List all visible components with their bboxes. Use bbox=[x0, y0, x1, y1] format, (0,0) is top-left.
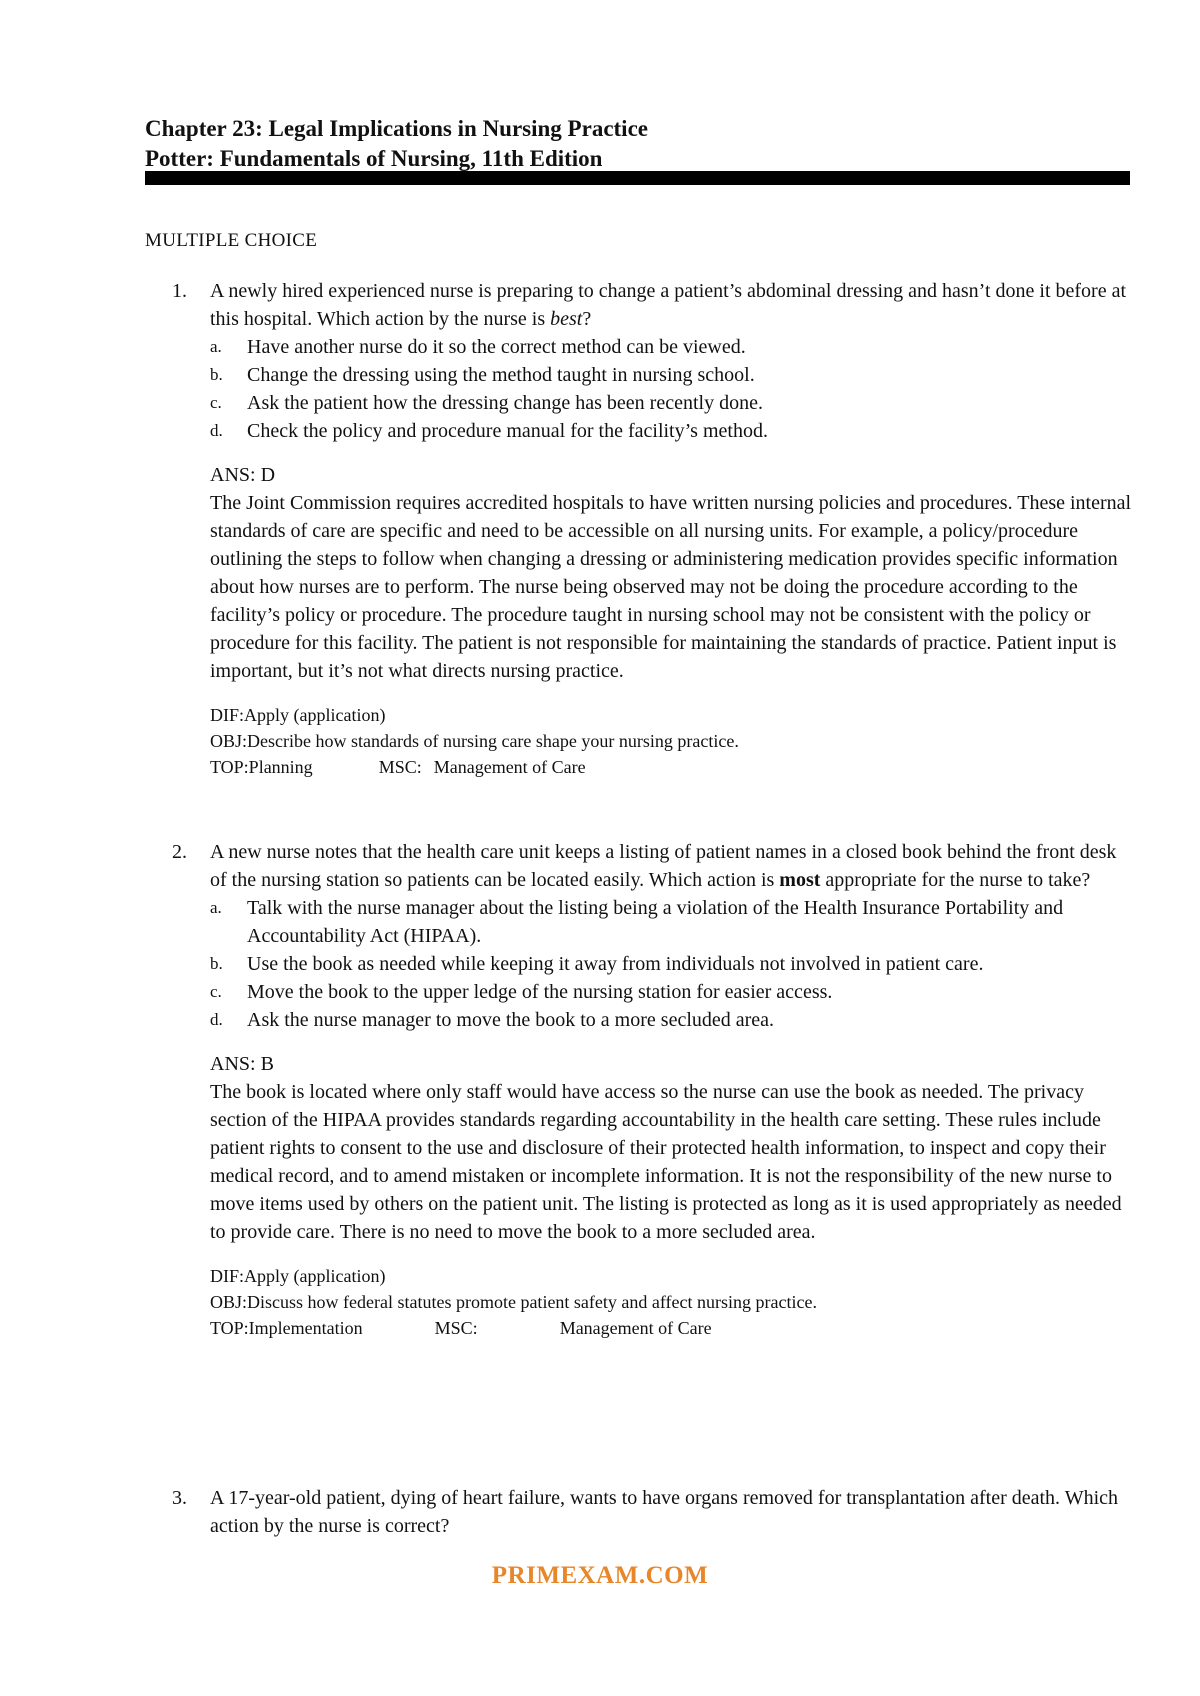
option-letter: c. bbox=[210, 393, 222, 412]
msc-label: MSC: bbox=[434, 1318, 478, 1338]
msc-label: MSC: bbox=[378, 757, 422, 777]
question-stem: A 17-year-old patient, dying of heart failure, wants to have organs removed for transplantation after death. Which action by the nurse is correct? bbox=[210, 1487, 1118, 1537]
option-text: Ask the patient how the dressing change has been recently done. bbox=[247, 392, 763, 414]
option-text: Talk with the nurse manager about the listing being a violation of the Health Insurance Portability and Accountability Act (HIPAA). bbox=[247, 897, 1064, 947]
rationale: The Joint Commission requires accredited hospitals to have written nursing policies and procedures. These internal standards of care are specific and need to be accessible on all nursing units. For example, a policy/procedure outlining the steps to follow when changing a dressing or administering medication provides specific information about how nurses are to perform. The nurse being observed may not be doing the procedure according to the facility’s policy or procedure. The procedure taught in nursing school may not be consistent with the policy or procedure for this facility. The patient is not responsible for maintaining the standards of practice. Patient input is important, but it’s not what directs nursing practice. bbox=[210, 492, 1132, 682]
stem-emphasis: best bbox=[550, 308, 583, 330]
header-rule bbox=[145, 171, 1130, 185]
option-letter: a. bbox=[210, 898, 222, 917]
difficulty: DIF:Apply (application) bbox=[210, 1266, 386, 1286]
answer-block bbox=[210, 461, 1135, 685]
option-a bbox=[210, 894, 1135, 950]
question-3 bbox=[145, 1484, 1135, 1540]
option-text: Ask the nurse manager to move the book to a more secluded area. bbox=[247, 1009, 775, 1031]
option-text: Use the book as needed while keeping it away from individuals not involved in patient care. bbox=[247, 953, 984, 975]
header bbox=[145, 114, 648, 174]
book-title: Potter: Fundamentals of Nursing, 11th Edition bbox=[145, 146, 603, 171]
option-text: Have another nurse do it so the correct method can be viewed. bbox=[247, 336, 746, 358]
msc-value: Management of Care bbox=[433, 757, 586, 777]
option-d bbox=[210, 1006, 1135, 1034]
option-letter: d. bbox=[210, 1010, 223, 1029]
question-stem: A new nurse notes that the health care unit keeps a listing of patient names in a closed book behind the front desk of the nursing station so patients can be located easily. Which action is most appropriate for the nurse to take? bbox=[210, 841, 1117, 891]
answer-key: ANS: D bbox=[210, 464, 276, 486]
answer-block bbox=[210, 1050, 1135, 1246]
section-title: MULTIPLE CHOICE bbox=[145, 230, 318, 251]
option-c bbox=[210, 978, 1135, 1006]
option-text: Move the book to the upper ledge of the nursing station for easier access. bbox=[247, 981, 833, 1003]
msc-value: Management of Care bbox=[559, 1318, 712, 1338]
rationale: The book is located where only staff would have access so the nurse can use the book as needed. The privacy section of the HIPAA provides standards regarding accountability in the health care setting. These rules include patient rights to consent to the use and disclosure of their protected health information, to inspect and copy their medical record, and to amend mistaken or incomplete information. It is not the responsibility of the new nurse to move items used by others on the patient unit. The listing is protected as long as it is used appropriately as needed to provide care. There is no need to move the book to a more secluded area. bbox=[210, 1081, 1122, 1243]
question-metadata bbox=[210, 1263, 1135, 1341]
topic: TOP:Planning bbox=[210, 757, 313, 777]
objective: OBJ:Describe how standards of nursing care shape your nursing practice. bbox=[210, 731, 739, 751]
option-d bbox=[210, 417, 1135, 445]
topic-msc-line bbox=[210, 1315, 1135, 1341]
option-c bbox=[210, 389, 1135, 417]
topic: TOP:Implementation bbox=[210, 1318, 363, 1338]
option-letter: b. bbox=[210, 365, 223, 384]
option-b bbox=[210, 361, 1135, 389]
topic-msc-line bbox=[210, 754, 1135, 780]
option-text: Check the policy and procedure manual for the facility’s method. bbox=[247, 420, 768, 442]
question-number: 2. bbox=[172, 841, 187, 863]
stem-emphasis: most bbox=[779, 869, 821, 891]
watermark: PRIMEXAM.COM bbox=[491, 1562, 709, 1589]
option-letter: b. bbox=[210, 954, 223, 973]
option-a bbox=[210, 333, 1135, 361]
option-letter: c. bbox=[210, 982, 222, 1001]
chapter-title: Chapter 23: Legal Implications in Nursing Practice bbox=[145, 116, 648, 141]
question-number: 3. bbox=[172, 1487, 187, 1509]
question-2 bbox=[145, 838, 1135, 1341]
question-stem: A newly hired experienced nurse is preparing to change a patient’s abdominal dressing and hasn’t done it before at this hospital. Which action by the nurse is best? bbox=[210, 280, 1127, 330]
option-text: Change the dressing using the method taught in nursing school. bbox=[247, 364, 755, 386]
option-letter: a. bbox=[210, 337, 222, 356]
answer-options bbox=[210, 333, 1135, 445]
option-b bbox=[210, 950, 1135, 978]
question-number: 1. bbox=[172, 280, 187, 302]
objective: OBJ:Discuss how federal statutes promote patient safety and affect nursing practice. bbox=[210, 1292, 817, 1312]
answer-options bbox=[210, 894, 1135, 1034]
answer-key: ANS: B bbox=[210, 1053, 274, 1075]
difficulty: DIF:Apply (application) bbox=[210, 705, 386, 725]
question-1 bbox=[145, 277, 1135, 780]
question-metadata bbox=[210, 702, 1135, 780]
option-letter: d. bbox=[210, 421, 223, 440]
